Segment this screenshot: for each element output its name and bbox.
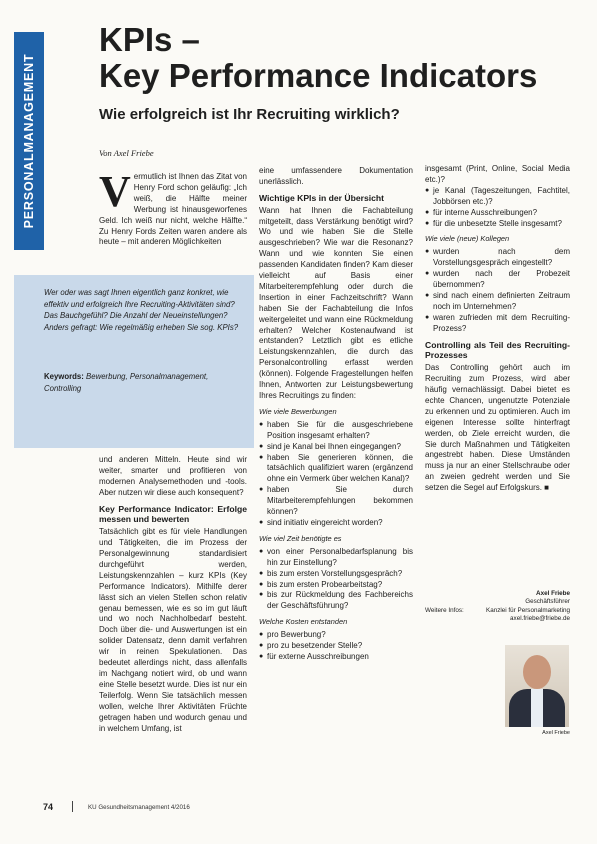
keywords-list: Bewerbung, Personalmanagement, Controlling (44, 372, 209, 393)
section-heading: Wichtige KPIs in der Übersicht (259, 192, 385, 203)
column-3 (425, 164, 570, 494)
body-paragraph: eine umfassendere Dokumentation unerlässlich. (259, 166, 413, 186)
list-item: ● für interne Ausschreibungen? (425, 208, 570, 219)
list-heading: Wie viele (neue) Kollegen (425, 234, 510, 244)
article-title (99, 22, 569, 94)
page-number: 74 (43, 802, 54, 812)
body-paragraph: Wann hat Ihnen die Fachabteilung mitgeteilt, dass Verstärkung benötigt wird? Wo und wie haben Sie die Stelle ausgeschrieben? Wie war die Resonanz? Wann und wie konnten Sie einen passenden Kandidaten finden? Kam dieser vielleicht auf Basis einer Mitarbeiterempfehlung oder durch die Insertion in einer Fachzeitschrift? Wann haben Sie der Fachabteilung die Infos weitergeleitet und wann eine Rückmeldung erhalten? Welcher Kostenaufwand ist entstanden? Letztlich gibt es etliche Leistungskennzahlen, die durch das Personalcontrolling erfasst werden (können). Folgende Fragestellungen helfen Ihnen, Antworten zur Leistungsbewertung Ihres Recruitings zu finden: (259, 205, 413, 401)
list-item: ● wurden nach dem Vorstellungsgespräch eingestellt? (425, 247, 570, 269)
body-paragraph: Tatsächlich gibt es für viele Handlungen und Tätigkeiten, die im Prozess der Personalgewinnung standardisiert durchgeführt werden, Leistungskennzahlen – kurz KPIs (Key Performance Indicators). Mithilfe derer lässt sich an vielen Stellen schon relativ genau bemessen, wie es so im gut läuft und wo noch Nachholbedarf besteht. Doch über die- und Auswertungen ist ein solider Datensatz, denn damit verfahren wir in reinen Spekulationen. Das bedeutet allerdings nicht, dass allenfalls im Nachgang notiert wird, ob und wann eine Stelle besetzt wurde. Dies ist nur ein Teilerfolg. Wenn Sie tatsächlich messen wollen, welche Ihrer Aktivitäten Früchte getragen haben und wodurch genau und in welchem Umfang, ist (99, 527, 247, 733)
list-item: ● wurden nach der Probezeit übernommen? (425, 269, 570, 291)
list-item: ● von einer Personalbedarfsplanung bis hin zur Einstellung? (259, 547, 413, 569)
column-1-body (99, 455, 247, 734)
section-tab (14, 32, 44, 250)
author-contact (425, 590, 570, 624)
bullet-list (259, 420, 413, 529)
column-1-intro (99, 167, 247, 248)
contact-title: Geschäftsführer (525, 598, 570, 606)
contact-label: Weitere Infos: (425, 606, 464, 614)
body-paragraph: insgesamt (Print, Online, Social Media etc.)? (425, 164, 570, 184)
list-heading: Welche Kosten entstanden (259, 617, 348, 627)
author-byline: Von Axel Friebe (99, 148, 154, 158)
list-item: ● sind je Kanal bei Ihnen eingegangen? (259, 442, 413, 453)
article-subtitle: Wie erfolgreich ist Ihr Recruiting wirklich? (99, 106, 400, 123)
drop-cap: V (99, 167, 131, 216)
section-heading: Controlling als Teil des Recruiting-Prozesses (425, 339, 570, 361)
list-item: ● bis zum ersten Probearbeitstag? (259, 580, 413, 591)
list-item: ● für die unbesetzte Stelle insgesamt? (425, 219, 570, 230)
list-item: ● haben Sie durch Mitarbeiterempfehlungen bekommen können? (259, 485, 413, 518)
list-item: ● pro zu besetzender Stelle? (259, 641, 413, 652)
intro-paragraph: ermutlich ist Ihnen das Zitat von Henry Ford schon geläufig: „Ich weiß, die Hälfte meiner Werbung ist hinausgeworfenes Geld. Ich weiß nur nicht, welche Hälfte.“ Zu Henry Fords Zeiten waren andere als heute – mit anderen Möglichkeiten (99, 172, 247, 247)
list-heading: Wie viele Bewerbungen (259, 406, 337, 416)
list-item: ● sind nach einem definierten Zeitraum noch im Unternehmen? (425, 291, 570, 313)
keywords-label: Keywords: (44, 372, 84, 381)
bullet-list (425, 186, 570, 230)
photo-caption: Axel Friebe (542, 730, 570, 736)
section-label: PERSONALMANAGEMENT (22, 53, 36, 229)
teaser-text: Wer oder was sagt Ihnen eigentlich ganz konkret, wie effektiv und erfolgreich Ihre Recruiting-Aktivitäten sind? Das Bauchgefühl? Die Anzahl der Neueinstellungen? Anders gefragt: Wie regelmäßig erheben Sie sog. KPIs? (44, 288, 239, 332)
list-item: ● haben Sie generieren können, die tatsächlich qualifiziert waren (ergänzend ohne ein Vermerk über welchen Kanal)? (259, 453, 413, 486)
list-heading: Wie viel Zeit benötigte es (259, 533, 342, 543)
column-2 (259, 166, 413, 663)
footer-divider (72, 801, 73, 812)
keywords (44, 371, 244, 394)
section-heading: Key Performance Indicator: Erfolge messen und bewerten (99, 503, 247, 525)
title-line-2: Key Performance Indicators (99, 57, 538, 94)
list-item: ● für externe Ausschreibungen (259, 652, 413, 663)
bullet-list (259, 630, 413, 663)
contact-email[interactable]: axel.friebe@friebe.de (510, 615, 570, 623)
body-paragraph: Das Controlling gehört auch im Recruiting zum Prozess, wird aber häufig vernachlässigt. Dabei bietet es echte Chancen, ungenutzte Potenziale zu erkennen und zu optimieren. Auch im eigenen Interesse sollte hinterfragt werden, ob Ziele erreicht wurden, die Sie durch Maßnahmen und Tätigkeiten angestrebt haben. Diese Umständen muss ja nur an einer Stellschraube oder an zweien gedreht werden und Sie setzen die Segel auf Erfolgskurs. ■ (425, 363, 570, 493)
publication-name: KU Gesundheitsmanagement 4/2016 (88, 804, 190, 811)
list-item: ● sind initiativ eingereicht worden? (259, 518, 413, 529)
list-item: ● je Kanal (Tageszeitungen, Fachtitel, Jobbörsen etc.)? (425, 186, 570, 208)
list-item: ● waren zufrieden mit dem Recruiting-Prozess? (425, 313, 570, 335)
contact-name: Axel Friebe (536, 590, 570, 597)
body-paragraph: und anderen Mitteln. Heute sind wir weiter, smarter und profitieren von modernen Analysemethoden und -tools. Aber nutzen wir diese auch konsequent? (99, 455, 247, 497)
list-item: ● bis zur Rückmeldung des Fachbereichs der Geschäftsführung? (259, 590, 413, 612)
list-item: ● bis zum ersten Vorstellungsgespräch? (259, 569, 413, 580)
author-photo (505, 645, 569, 727)
title-line-1: KPIs – (99, 21, 200, 58)
contact-line-1: Kanzlei für Personalmarketing (486, 606, 570, 614)
list-item: ● pro Bewerbung? (259, 630, 413, 641)
list-item: ● haben Sie für die ausgeschriebene Position insgesamt erhalten? (259, 420, 413, 442)
bullet-list (259, 547, 413, 612)
bullet-list (425, 247, 570, 334)
teaser-box (14, 275, 254, 448)
